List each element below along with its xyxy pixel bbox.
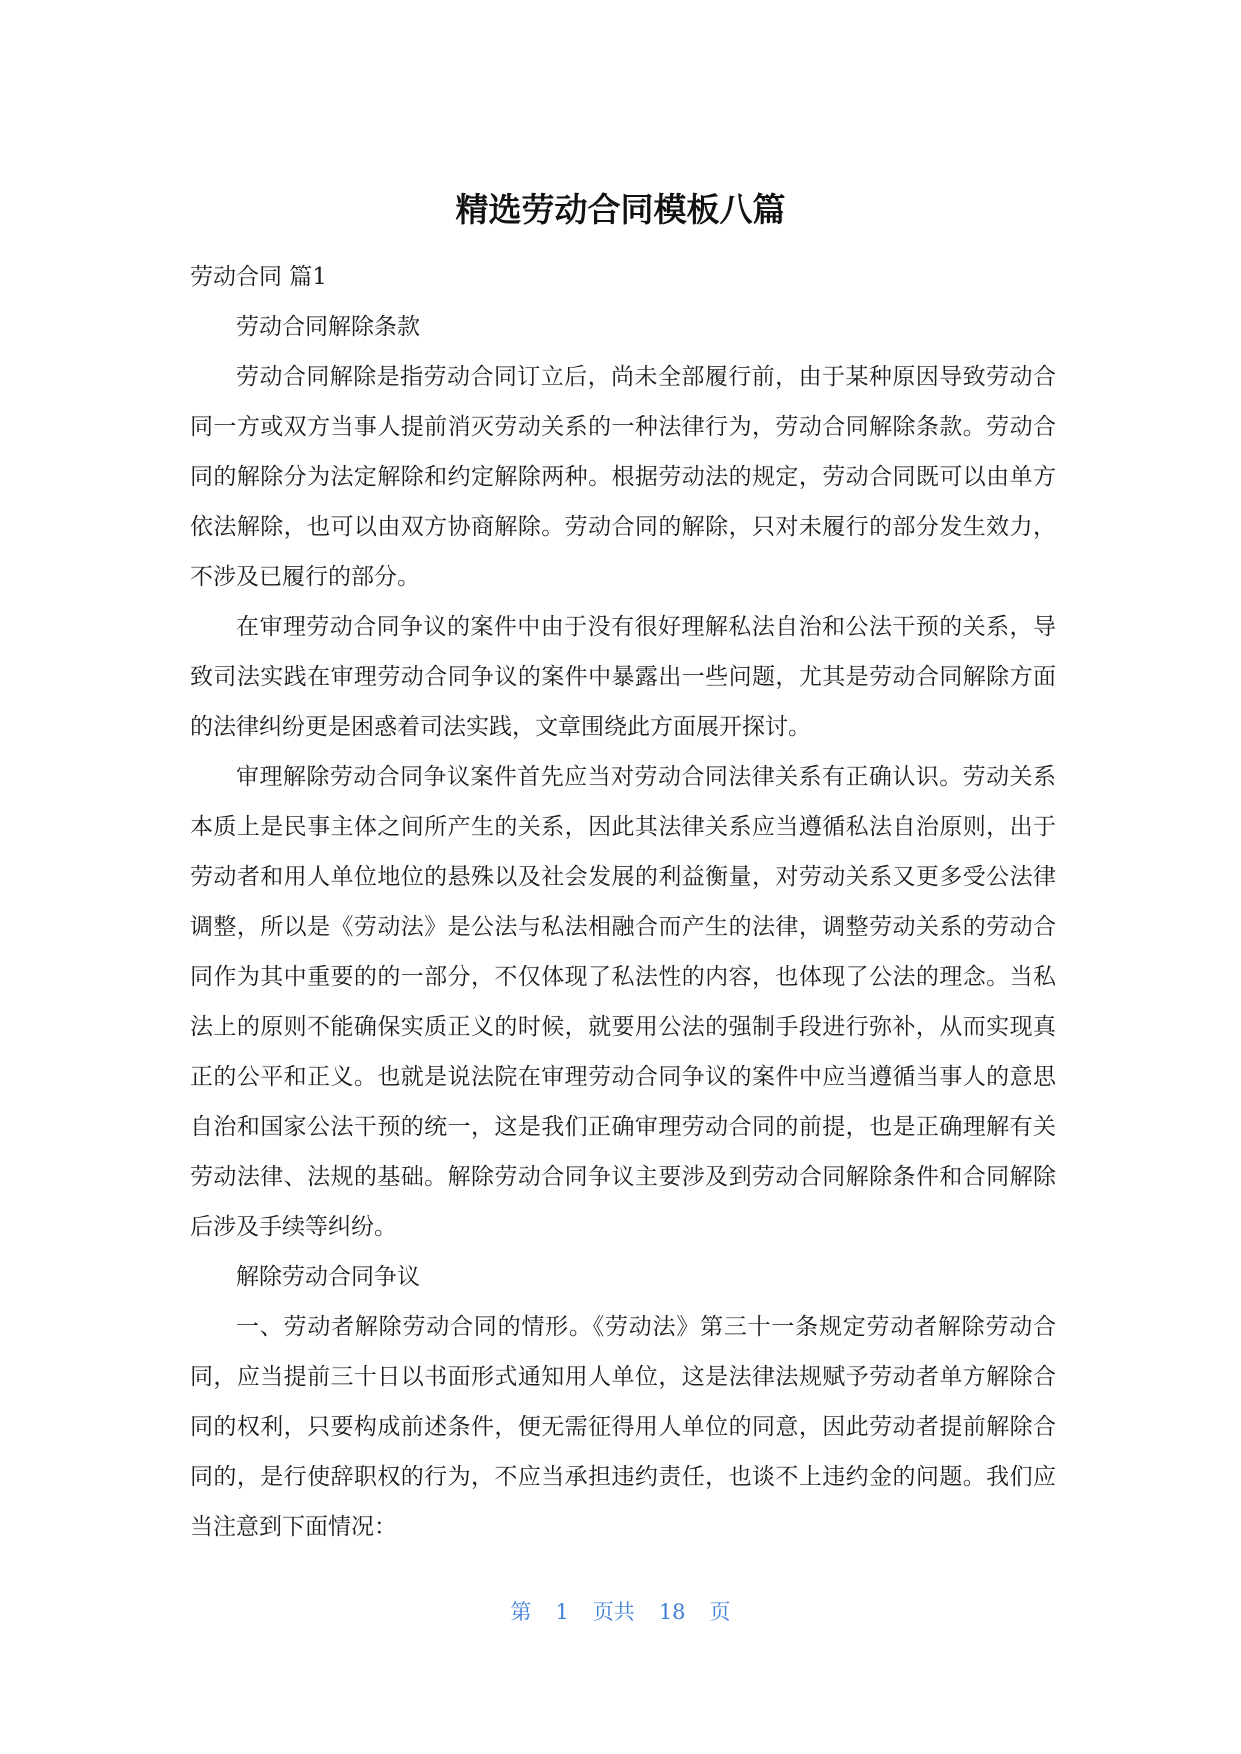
paragraph: 审理解除劳动合同争议案件首先应当对劳动合同法律关系有正确认识。劳动关系本质上是民事主体之间所产生的关系，因此其法律关系应当遵循私法自治原则，出于劳动者和用人单位地位的悬殊以及社会发展的利益衡量，对劳动关系又更多受公法律调整，所以是《劳动法》是公法与私法相融合而产生的法律，调整劳动关系的劳动合同作为其中重要的的一部分，不仅体现了私法性的内容，也体现了公法的理念。当私法上的原则不能确保实质正义的时候，就要用公法的强制手段进行弥补，从而实现真正的公平和正义。也就是说法院在审理劳动合同争议的案件中应当遵循当事人的意思自治和国家公法干预的统一，这是我们正确审理劳动合同的前提，也是正确理解有关劳动法律、法规的基础。解除劳动合同争议主要涉及到劳动合同解除条件和合同解除后涉及手续等纠纷。 [190,764,1056,1240]
section-heading: 劳动合同 篇1 [190,264,327,290]
paragraph: 劳动合同解除是指劳动合同订立后，尚未全部履行前，由于某种原因导致劳动合同一方或双方当事人提前消灭劳动关系的一种法律行为，劳动合同解除条款。劳动合同的解除分为法定解除和约定解除两种。根据劳动法的规定，劳动合同既可以由单方依法解除，也可以由双方协商解除。劳动合同的解除，只对未履行的部分发生效力，不涉及已履行的部分。 [190,364,1056,590]
page-footer [0,1597,1241,1627]
subheading-dispute: 解除劳动合同争议 [236,1264,420,1290]
footer-current-page: 1 [555,1600,569,1624]
subheading-termination-clause: 劳动合同解除条款 [236,314,420,340]
footer-total-pages: 18 [658,1600,686,1624]
document-body [190,252,1056,1552]
footer-middle: 页共 [592,1600,635,1624]
document-title: 精选劳动合同模板八篇 [455,190,786,229]
footer-suffix: 页 [709,1600,731,1624]
paragraph: 一、劳动者解除劳动合同的情形。《劳动法》第三十一条规定劳动者解除劳动合同，应当提前三十日以书面形式通知用人单位，这是法律法规赋予劳动者单方解除合同的权利，只要构成前述条件，便无需征得用人单位的同意，因此劳动者提前解除合同的，是行使辞职权的行为，不应当承担违约责任，也谈不上违约金的问题。我们应当注意到下面情况： [190,1314,1056,1540]
paragraph: 在审理劳动合同争议的案件中由于没有很好理解私法自治和公法干预的关系，导致司法实践在审理劳动合同争议的案件中暴露出一些问题，尤其是劳动合同解除方面的法律纠纷更是困惑着司法实践，文章围绕此方面展开探讨。 [190,614,1056,740]
footer-prefix: 第 [510,1600,532,1624]
